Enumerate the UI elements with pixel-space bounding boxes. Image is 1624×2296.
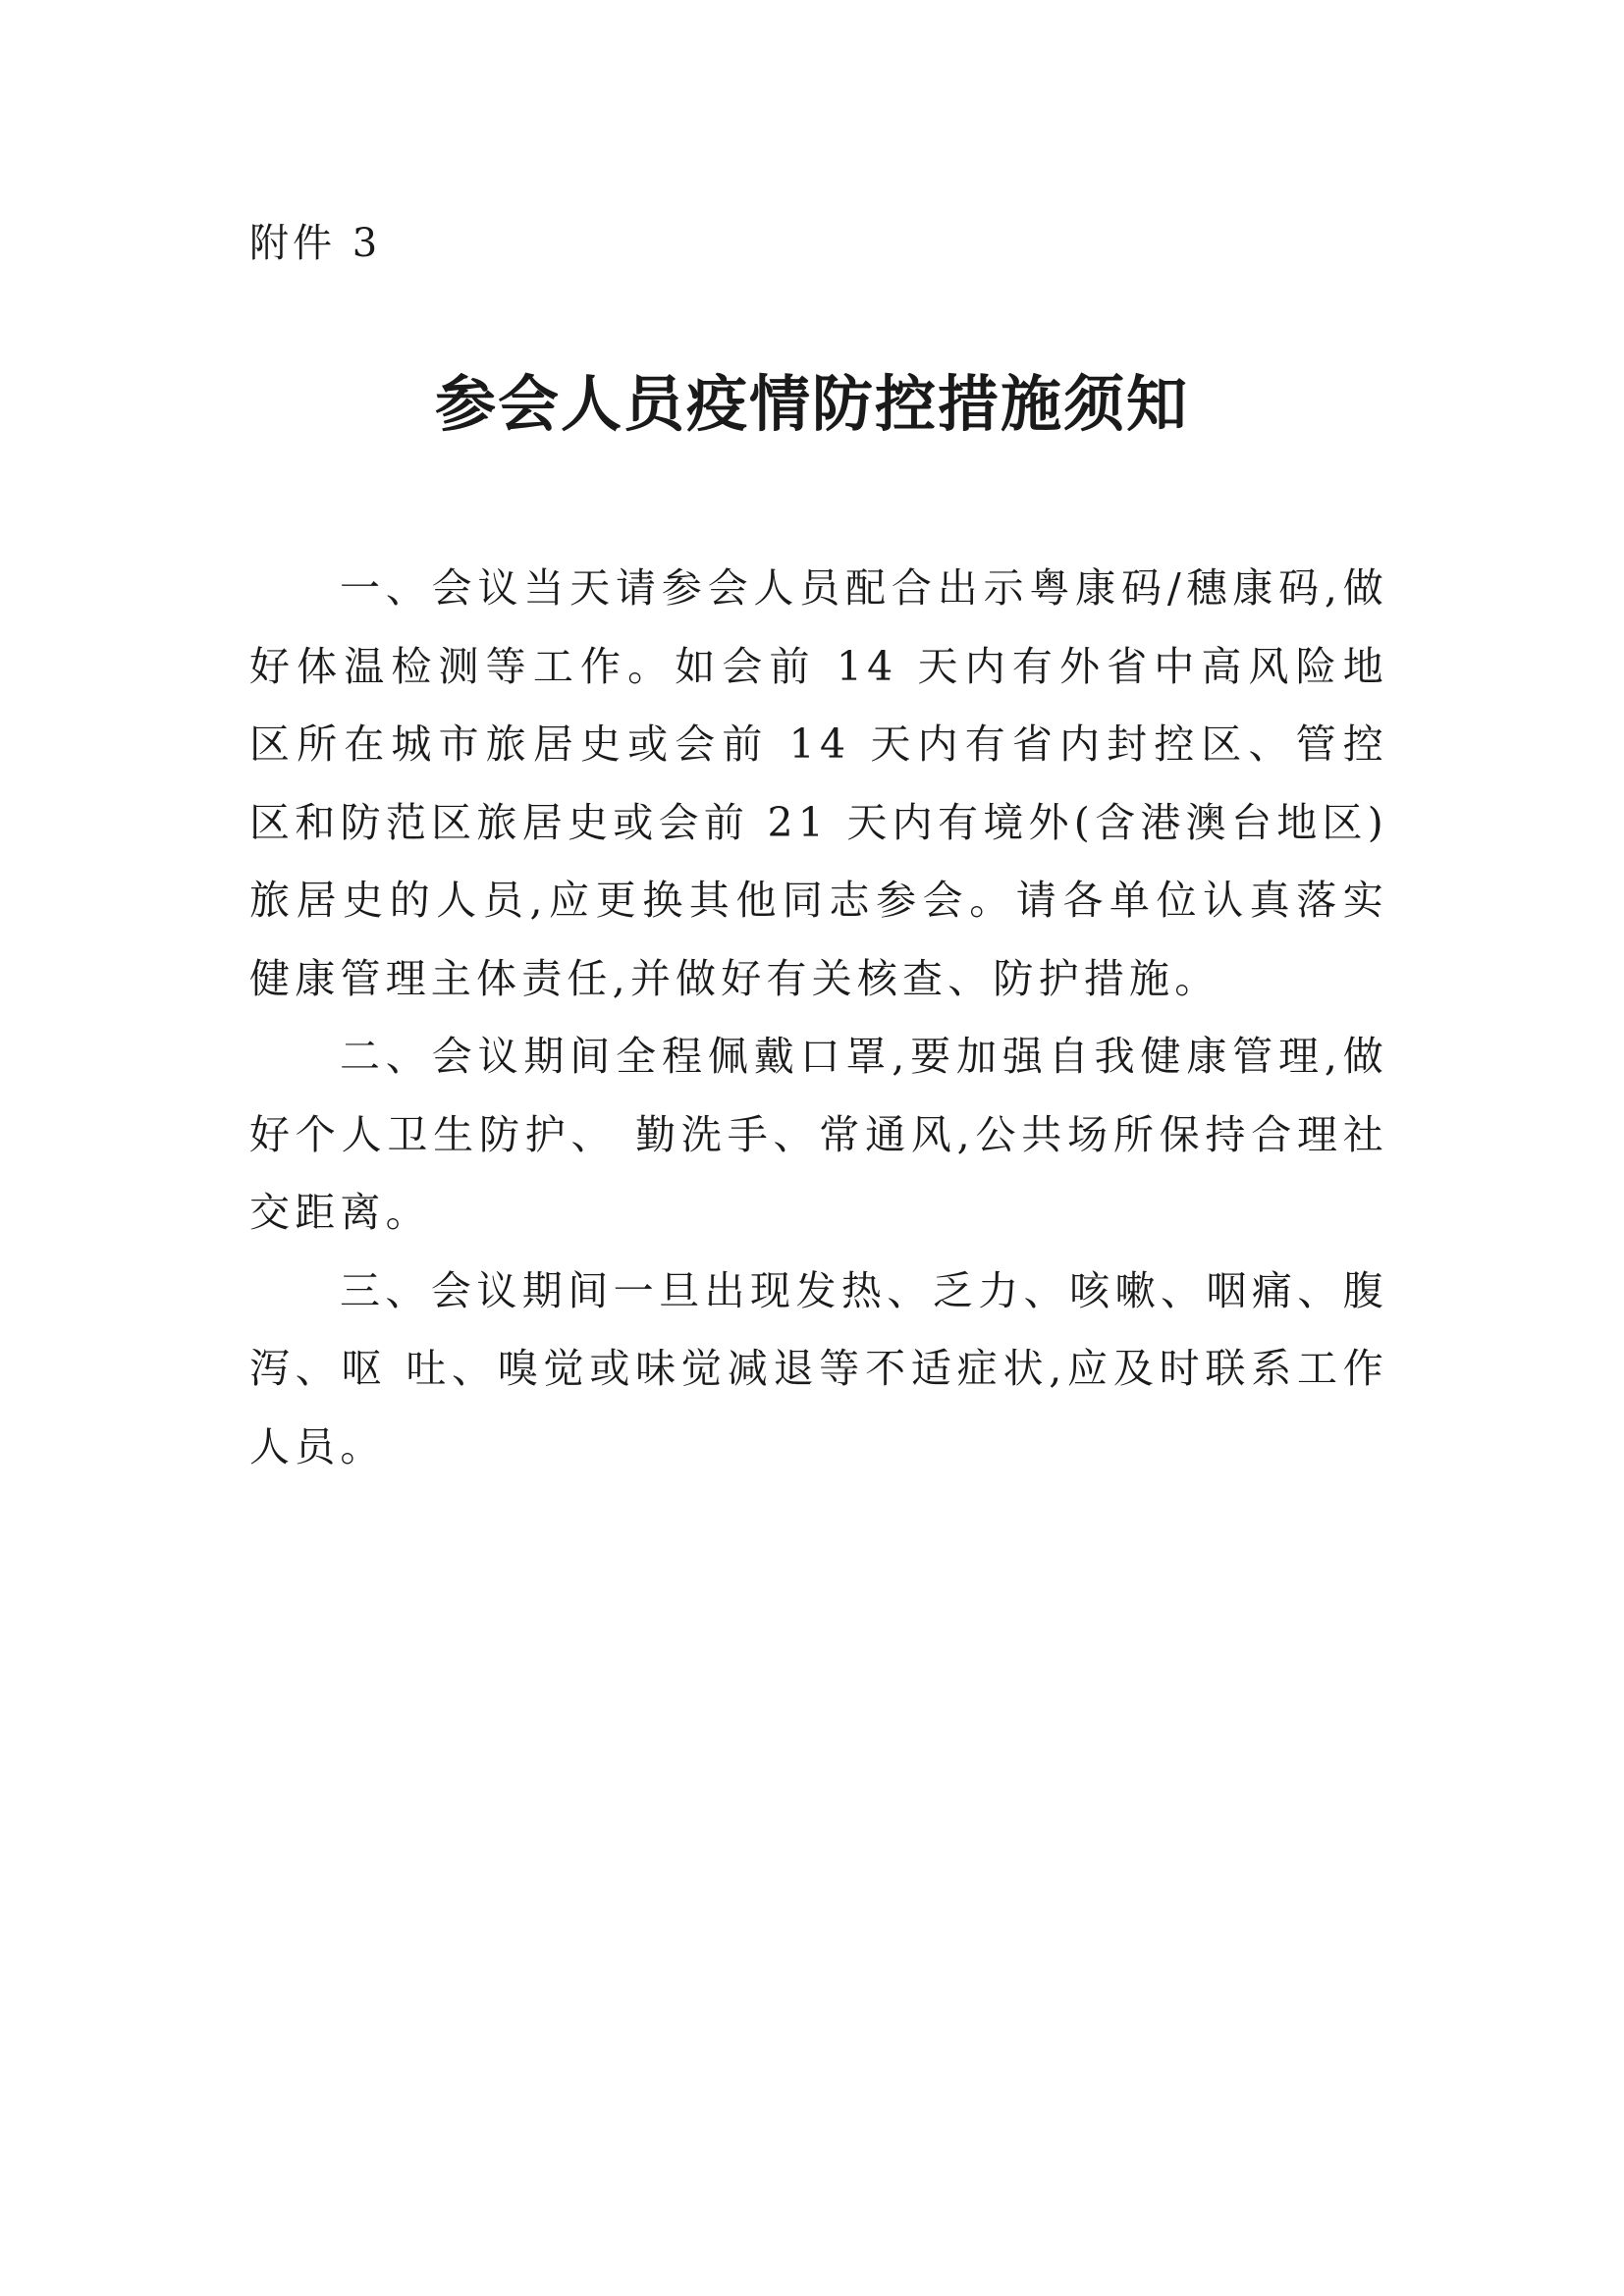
paragraph-3: 三、会议期间一旦出现发热、乏力、咳嗽、咽痛、腹泻、呕 吐、嗅觉或味觉减退等不适症状,应及时联系工作人员。 (249, 1266, 1388, 1470)
document-title: 参会人员疫情防控措施须知 (434, 368, 1189, 440)
paragraph-1: 一、会议当天请参会人员配合出示粤康码/穗康码,做好体温检测等工作。如会前 14 天内有外省中高风险地区所在城市旅居史或会前 14 天内有省内封控区、管控区和防范区旅居史或会前 21 天内有境外(含港澳台地区)旅居史的人员,应更换其他同志参会。请各单位认真落实健康管理主体责任,并做好有关核查、防护措施。 (249, 564, 1388, 1002)
document-body (249, 550, 1388, 1486)
attachment-label: 附件 3 (249, 221, 382, 266)
paragraph-2: 二、会议期间全程佩戴口罩,要加强自我健康管理,做好个人卫生防护、 勤洗手、常通风,公共场所保持合理社交距离。 (249, 1033, 1388, 1236)
